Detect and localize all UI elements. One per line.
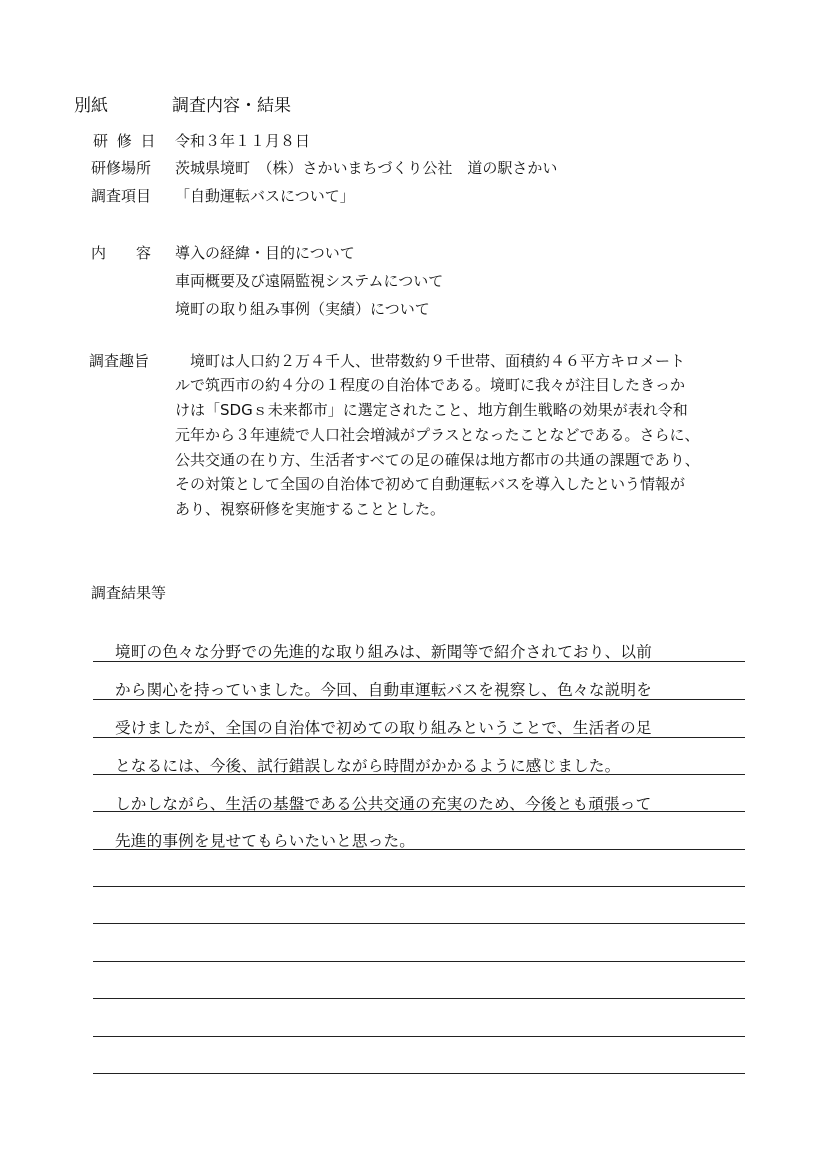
- purpose-line: その対策として全国の自治体で初めて自動運転バスを導入したという情報が: [175, 475, 686, 493]
- results-line-text: 先進的事例を見せてもらいたいと思った。: [115, 832, 416, 850]
- purpose-label: 調査趣旨: [89, 352, 150, 370]
- field-label-location: 研修場所: [91, 159, 152, 177]
- ruled-line: [93, 961, 745, 962]
- purpose-line: ルで筑西市の約４分の１程度の自治体である。境町に我々が注目したきっか: [175, 376, 686, 394]
- ruled-line: [93, 699, 745, 700]
- field-value-location: 茨城県境町 （株）さかいまちづくり公社 道の駅さかい: [175, 159, 558, 177]
- results-line-text: しかしながら、生活の基盤である公共交通の充実のため、今後とも頑張って: [115, 795, 652, 813]
- results-line-text: となるには、今後、試行錯誤しながら時間がかかるように感じました。: [115, 757, 621, 775]
- ruled-line: [93, 737, 745, 738]
- field-label-date: 研 修 日: [93, 132, 158, 150]
- ruled-line: [93, 774, 745, 775]
- contents-item: 境町の取り組み事例（実績）について: [175, 300, 430, 318]
- purpose-line: 元年から３年連続で人口社会増減がプラスとなったことなどである。さらに、: [175, 426, 700, 444]
- purpose-line: 公共交通の在り方、生活者すべての足の確保は地方都市の共通の課題であり、: [175, 451, 700, 469]
- results-line-text: から関心を持っていました。今回、自動車運転バスを視察し、色々な説明を: [115, 681, 652, 699]
- results-line-text: 受けましたが、全国の自治体で初めての取り組みということで、生活者の足: [115, 719, 652, 737]
- attachment-label: 別紙: [74, 96, 108, 116]
- field-value-subject: 「自動運転バスについて」: [175, 187, 355, 205]
- results-label: 調査結果等: [91, 584, 167, 602]
- contents-item: 車両概要及び遠隔監視システムについて: [175, 272, 444, 290]
- ruled-line: [93, 923, 745, 924]
- contents-item: 導入の経緯・目的について: [175, 244, 355, 262]
- ruled-line: [93, 849, 745, 850]
- ruled-line: [93, 1036, 745, 1037]
- ruled-line: [93, 998, 745, 999]
- field-label-subject: 調査項目: [91, 187, 152, 205]
- ruled-line: [93, 661, 745, 662]
- page-title: 調査内容・結果: [172, 96, 291, 116]
- ruled-line: [93, 1073, 745, 1074]
- purpose-line: 境町は人口約２万４千人、世帯数約９千世帯、面積約４６平方キロメート: [175, 352, 686, 370]
- purpose-line: あり、視察研修を実施することとした。: [175, 500, 446, 518]
- contents-label: 内 容: [91, 244, 152, 262]
- field-value-date: 令和３年１１月８日: [175, 132, 311, 150]
- ruled-line: [93, 886, 745, 887]
- purpose-line: けは「SDGｓ未来都市」に選定されたこと、地方創生戦略の効果が表れ令和: [175, 401, 688, 419]
- results-line-text: 境町の色々な分野での先進的な取り組みは、新聞等で紹介されており、以前: [115, 643, 652, 661]
- ruled-line: [93, 811, 745, 812]
